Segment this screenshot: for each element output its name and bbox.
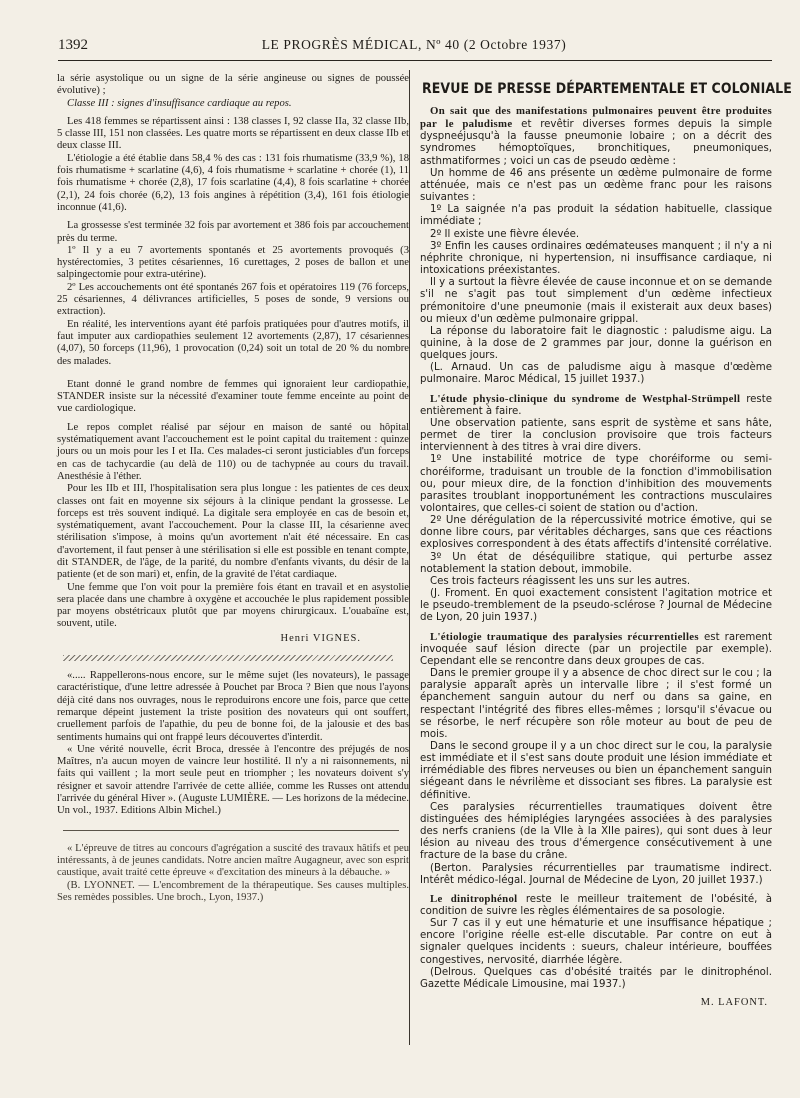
separator-rule (63, 830, 399, 831)
right-paragraph: Il y a surtout la fièvre élevée de cause inconnue et on se demande s'il ne s'agit pas tout simplement d'un œdème infectieux prémonitoire d'une pneumonie (mais il existerait aux deux bases) ou mieux d'un œdème pulmonaire grippal. (420, 277, 772, 325)
right-paragraph: 2º Il existe une fièvre élevée. (430, 228, 580, 240)
left-paragraph: 2º Les accouchements ont été spontanés 267 fois et opératoires 119 (76 forceps, 25 césariennes, 4 délivrances artificielles, 5 poses de sonde, 9 versions ou extraction). (57, 281, 409, 318)
paragraph-text: reste le meilleur traitement de l'obésité, à condition de suivre les règles élémentaires de sa posologie. (420, 893, 772, 917)
right-paragraph: Un homme de 46 ans présente un œdème pulmonaire de forme atténuée, mais ce n'est pas un œdème franc pour les raisons suivantes : (420, 167, 772, 204)
right-paragraph: Dans le premier groupe il y a absence de choc direct sur le cou ; la paralysie apparaît après un intervalle libre ; il s'est formé un épanchement sanguin autour du nerf ou dans sa gaine, en respectant l'intégrité des fibres elles-mêmes ; lorsqu'il s'évacue ou se résorbe, le nerf récupère son rôle moteur au bout de peu de mois. (420, 668, 772, 740)
left-paragraph: Les 418 femmes se répartissent ainsi : 138 classes I, 92 classe IIa, 32 classe IIb, 5 classe III, 151 non classées. Les quatre morts se répartissent en deux classe IIb et deux classe III. (57, 115, 409, 152)
right-paragraph: Dans le second groupe il y a un choc direct sur le cou, la paralysie est immédiate et il s'est sans doute produit une lésion immédiate et irrémédiable des fibres nerveuses ou bien un épanchement sanguin siégeant dans le névrilème et dissociant ses fibres. La paralysie est définitive. (420, 740, 772, 801)
right-paragraph (420, 893, 772, 918)
right-paragraph: Une observation patiente, sans esprit de système et sans hâte, permet de tirer la conclusion provisoire que trois facteurs interviennent à des titres à vrai dire divers. (420, 417, 772, 454)
right-paragraph: 3º Enfin les causes ordinaires œdémateuses manquent ; il n'y a ni néphrite chronique, ni hypertension, ni insuffisance cardiaque, ni intoxications préexistantes. (420, 240, 772, 277)
running-head (58, 37, 770, 57)
left-paragraph: La grossesse s'est terminée 32 fois par avortement et 386 fois par accouchement près du terme. (57, 220, 409, 244)
left-paragraph: Une femme que l'on voit pour la première fois étant en travail et en asystolie sera placée dans une chambre à oxygène et accouchée le plus rapidement possible par moyens obstétricaux plutôt que par moyens chirurgicaux. L'ouabaïne est, souvent, utile. (57, 581, 409, 630)
paragraph-text: est rarement invoquée sauf lésion directe (par un projectile par exemple). Cependant elle se rencontre dans deux groupes de cas. (420, 631, 772, 667)
right-paragraph: La réponse du laboratoire fait le diagnostic : paludisme aigu. La quinine, à la dose de 2 grammes par jour, donne la guérison en quelques jours. (420, 325, 772, 362)
left-paragraph: En réalité, les interventions ayant été parfois pratiquées pour d'autres motifs, il faut imputer aux cardiopathies seulement 12 avortements (2,87), 17 césariennes (4,07), 50 forceps (11,96), 1 provocation (0,24) soit un total de 20 % du nombre des malades. (57, 318, 409, 367)
paragraph-lead: On sait que des manifestations pulmonaires peuvent être produites par le paludisme (420, 105, 772, 131)
right-paragraph: 1º Une instabilité motrice de type choréiforme ou semi-choréiforme, traduisant un trouble de la fonction d'immobilisation ou, pour mieux dire, de la fonction d'inhibition des mouvements parasites troublant inopportunément les contractions musculaires volontaires, que celles-ci soient de station ou d'action. (420, 454, 772, 514)
right-paragraph: (Delrous. Quelques cas d'obésité traités par le dinitrophénol. Gazette Médicale Limousine, mai 1937.) (420, 966, 772, 990)
paragraph-text: reste entièrement à faire. (420, 393, 772, 417)
column-divider (409, 70, 410, 1045)
right-paragraph: 1º La saignée n'a pas produit la sédation habituelle, classique immédiate ; (420, 204, 772, 228)
right-paragraph: 3º Un état de déséquilibre statique, qui perturbe assez notablement la station debout, immobile. (420, 551, 772, 575)
paragraph-lead: L'étude physio-clinique du syndrome de Westphal-Strümpell (430, 392, 741, 405)
section-title: REVUE DE PRESSE DÉPARTEMENTALE ET COLONIALE (422, 80, 792, 97)
left-paragraph: la série asystolique ou un signe de la série angineuse ou signes de poussée évolutive) ; (57, 73, 409, 97)
author-signature: Henri VIGNES. (280, 632, 361, 644)
left-paragraph: « L'épreuve de titres au concours d'agrégation a suscité des travaux hâtifs et peu intéressants, à de jeunes candidats. Notre ancien maître Augagneur, avec son esprit caustique, avait traité cette épreuve « d'excitation des mineurs à la débauche. » (57, 842, 409, 879)
paragraph-lead: L'étiologie traumatique des paralysies récurrentielles (430, 630, 699, 643)
right-paragraph (420, 105, 772, 168)
right-column (420, 73, 792, 1009)
right-paragraph: (L. Arnaud. Un cas de paludisme aigu à masque d'œdème pulmonaire. Maroc Médical, 15 juillet 1937.) (420, 362, 772, 386)
left-paragraph: Le repos complet réalisé par séjour en maison de santé ou hôpital systématiquement avant l'accouchement est le point capital du traitement : quinze jours ou un mois pour les I et IIa. Ces malades-ci seront justiciables d'un forceps en cas de tachycardie (au delà de 110) ou de tachypnée au cours du travail. Anesthésie à l'éther. (57, 421, 409, 482)
ornamental-rule (63, 655, 393, 661)
right-paragraph (420, 631, 772, 668)
right-paragraph: (Berton. Paralysies récurrentielles par traumatisme indirect. Intérêt médico-légal. Journal de Médecine de Lyon, 20 juillet 1937.) (420, 862, 772, 886)
left-paragraph: « Une vérité nouvelle, écrit Broca, dressée à l'encontre des préjugés de nos Maîtres, n'a aucun moyen de vaincre leur hostilité. Il n'y a ni raisonnements, ni faits qui vaillent ; la mort seule peut en triompher ; les novateurs doivent s'y résigner et savoir attendre l'arrivée de cette alliée, comme les Russes ont attendu l'arrivée du général Hiver ». (Auguste LUMIÈRE. — Les horizons de la médecine. Un vol., 1937. Editions Albin Michel.) (57, 743, 409, 817)
page-number: 1392 (58, 37, 88, 53)
left-paragraph: L'étiologie a été établie dans 58,4 % des cas : 131 fois rhumatisme (33,9 %), 18 fois rhumatisme + scarlatine (4,6), 4 fois rhumatisme + scarlatine + chorée (1), 11 fois rhumatisme + chorée (2,8), 17 fois scarlatine (4,4), 8 fois scarlatine + chorée (2,1), 24 fois chorée (6,2), 13 fois angines à répétition (3,4), 161 fois étiologie inconnue (41,6). (57, 152, 409, 213)
journal-title: LE PROGRÈS MÉDICAL, Nº 40 (2 Octobre 1937) (261, 37, 567, 52)
left-paragraph: Pour les IIb et III, l'hospitalisation sera plus longue : les patientes de ces deux classes ont fait en moyenne six séjours à la clinique pendant la grossesse. Le forceps est très souvent indiqué. La digitale sera employée en cas de besoin et, systématiquement, avant l'accouchement. Pour la classe III, la césarienne avec stérilisation s'impose, à moins qu'un avortement n'ait été nécessaire. En cas d'avortement, il faut penser à une stérilisation si elle est possible en tenant compte, dit STANDER, de l'âge, de la parité, du nombre d'enfants vivants, du désir de la patiente (et de son mari) et, enfin, de la gravité de l'état cardiaque. (57, 483, 409, 581)
left-paragraph: (B. LYONNET. — L'encombrement de la thérapeutique. Ses causes multiples. Ses remèdes possibles. Une broch., Lyon, 1937.) (57, 879, 409, 903)
right-paragraph: Ces paralysies récurrentielles traumatiques doivent être distinguées des hémiplégies laryngées associées à des paralysies des nerfs craniens (de la VIIe à la XIIe paires), qui sont dues à leur lésion au niveau des trous d'émergence consécutivement à une fracture de la base du crâne. (420, 801, 772, 862)
right-paragraph: Ces trois facteurs réagissent les uns sur les autres. (430, 575, 691, 587)
right-paragraph: (J. Froment. En quoi exactement consistent l'agitation motrice et le pseudo-tremblement de la pseudo-sclérose ? Journal de Médecine de Lyon, 20 juin 1937.) (420, 588, 772, 624)
paragraph-text: et revêtir diverses formes depuis la simple dyspneéjusqu'à la fausse pneumonie lobaire ; on a décrit des syndromes hémoptoïques, bronchitiques, pneumoniques, asthmatiformes ; voici un cas de pseudo œdème : (420, 119, 772, 167)
left-column (57, 73, 409, 904)
right-paragraph (420, 393, 772, 418)
paragraph-lead: Le dinitrophénol (430, 892, 518, 905)
right-paragraph: 2º Une dérégulation de la répercussivité motrice émotive, qui se donne libre cours, par véritables décharges, sans que ces réactions explosives correspondent à des états affectifs d'intensité corrélative. (420, 515, 772, 551)
header-rule (58, 60, 772, 61)
left-paragraph: Etant donné le grand nombre de femmes qui ignoraient leur cardiopathie, STANDER insiste sur la nécessité d'examiner toute femme enceinte au point de vue cardiologique. (57, 378, 409, 415)
left-paragraph: «..... Rappellerons-nous encore, sur le même sujet (les novateurs), le passage caractéristique, d'une lettre adressée à Pouchet par Broca ? Bien que nous l'ayons déjà cité dans nos ouvrages, nous le reproduirons encore une fois, parce que cette remarque dépeint justement la triste position des novateurs qui ont souffert, cruellement parfois de l'apathie, du peu de bonne foi, de la jalousie et des bas sentiments humains qui ont frappé leurs découvertes d'interdit. (57, 670, 409, 743)
left-paragraph: Classe III : signes d'insuffisance cardiaque au repos. (67, 97, 292, 109)
left-paragraph: 1º Il y a eu 7 avortements spontanés et 25 avortements provoqués (3 hystérectomies, 3 petites césariennes, 16 curettages, 2 poses de ballon et une salpingectomie pour extra-utérine). (57, 244, 409, 281)
author-signature: M. LAFONT. (700, 997, 768, 1009)
right-paragraph: Sur 7 cas il y eut une hématurie et une insuffisance hépatique ; encore l'origine réelle est-elle discutable. Par contre on eut à signaler quelques incidents : sueurs, chaleur intérieure, bouffées congestives, nervosité, diarrhée légère. (420, 918, 772, 966)
